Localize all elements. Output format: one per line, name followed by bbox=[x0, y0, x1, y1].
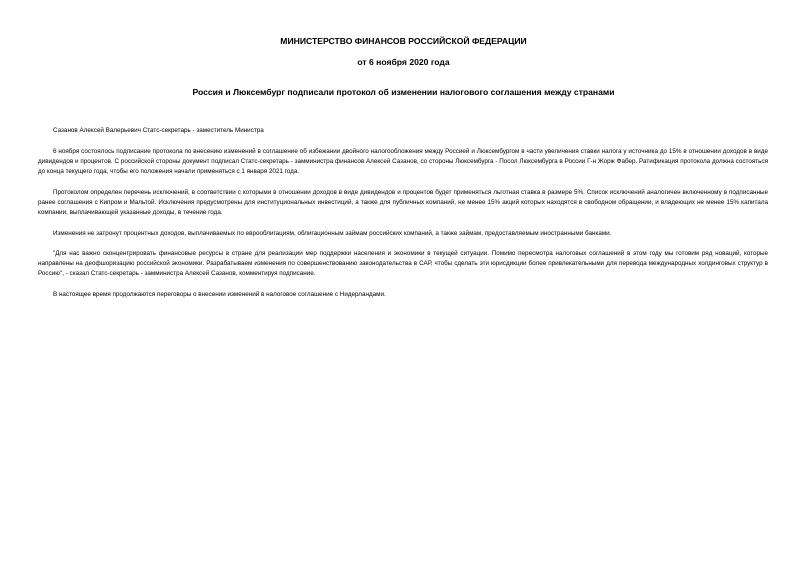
paragraph-signing: 6 ноября состоялось подписание протокола по внесению изменений в соглашение об избежании двойного налогообложения между Россией и Люксембургом в части увеличения ставки налога у источника до 15% в отношении доходов в виде дивидендов и процентов. С российской стороны документ подписал Статс-секретарь - замминистра финансов Алексей Сазанов, со стороны Люксембурга - Посол Люксембурга в России Г-н Жорж Фабер. Ратификация протокола должна состояться до конца текущего года, чтобы его положения начали применяться с 1 января 2021 года. bbox=[38, 148, 768, 175]
document-title: Россия и Люксембург подписали протокол об изменении налогового соглашения между странами bbox=[192, 87, 615, 97]
paragraph-interest-income: Изменения не затронут процентных доходов, выплачиваемых по еврооблигациям, облигационным займам российских компаний, а также займам, предоставляемым иностранными банками. bbox=[53, 230, 612, 237]
paragraph-quote: "Для нас важно сконцентрировать финансовые ресурсы в стране для реализации мер поддержки населения и экономики в текущей ситуации. Помимо пересмотра налоговых соглашений в этом году мы готовим ряд новаций, которые направлены на деофшоризацию российской экономики. Разрабатываем изменения по совершенствованию законодательства в САР, чтобы сделать эти юрисдикции более привлекательными для перевода международных холдинговых структур в Россию", - сказал Статс-секретарь - замминистра Алексей Сазанов, комментируя подписание. bbox=[38, 250, 768, 277]
ministry-heading: МИНИСТЕРСТВО ФИНАНСОВ РОССИЙСКОЙ ФЕДЕРАЦИИ bbox=[280, 36, 527, 46]
paragraph-exceptions: Протоколом определен перечень исключений, в соответствии с которыми в отношении доходов в виде дивидендов и процентов будет применяться льготная ставка в размере 5%. Список исключений аналогичен включенному в подписанные ранее соглашения с Кипром и Мальтой. Исключения предусмотрены для институциональных инвестиций, а также для публичных компаний, не менее 15% акций которых находятся в свободном обращении, и владеющих не менее 15% капитала компании, выплачивающей указанные доходы, в течение года. bbox=[38, 189, 768, 216]
document-date: от 6 ноября 2020 года bbox=[357, 57, 450, 67]
author-line: Сазанов Алексей Валерьевич Статс-секретарь - заместитель Министра bbox=[53, 127, 264, 134]
paragraph-negotiations: В настоящее время продолжаются переговоры о внесении изменений в налоговое соглашение с Нидерландами. bbox=[53, 291, 386, 298]
